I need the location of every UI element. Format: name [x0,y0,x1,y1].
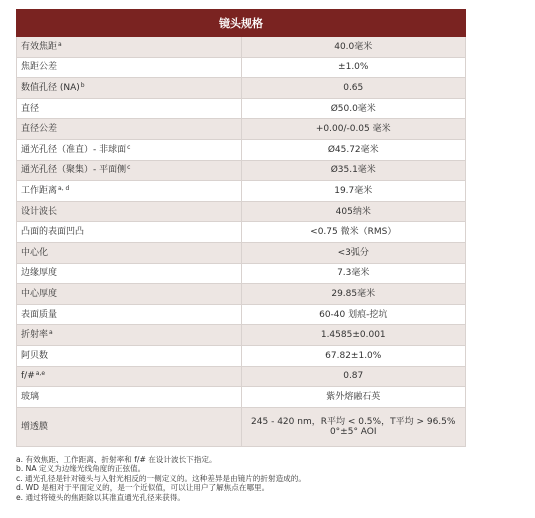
label-text: 设计波长 [21,206,58,217]
row-label [17,345,242,366]
label-text: 玻璃 [21,391,40,402]
lens-spec-table [16,9,466,447]
table-row [17,78,466,99]
label-text: 增透膜 [21,421,49,432]
label-text: 通光孔径（准直）- 非球面 [21,144,127,155]
label-text: 折射率 [21,330,49,341]
table-row [17,242,466,263]
label-text: 数值孔径 (NA) [21,82,80,93]
table-row [17,263,466,284]
row-value: 0.87 [241,366,466,387]
table-row [17,139,466,160]
row-label [17,304,242,325]
table-row [17,57,466,78]
row-value: 1.4585±0.001 [241,325,466,346]
table-row [17,98,466,119]
label-text: 凸面的表面凹凸 [21,227,85,238]
label-text: 直径 [21,103,40,114]
footnote-marker: a,e [35,370,46,378]
row-label [17,284,242,305]
table-row [17,160,466,181]
row-value: 0.65 [241,78,466,99]
footnote-marker: c [127,164,131,172]
table-row [17,222,466,243]
label-text: 中心厚度 [21,288,58,299]
row-value: <0.75 微米（RMS） [241,222,466,243]
table-row [17,37,466,58]
row-value: 40.0毫米 [241,37,466,58]
footnote-a: a. 有效焦距、工作距离、折射率和 f/# 在设计波长下指定。 [16,454,217,464]
row-label [17,139,242,160]
row-label [17,181,242,202]
footnote-c: c. 通光孔径是针对镜头与入射光相反的一侧定义的。这种差异是由镜片的折射造成的。 [16,473,306,483]
table-row [17,181,466,202]
coating-spec-line: 245 - 420 nm，R平均 < 0.5%，T平均 > 96.5% [251,416,456,427]
row-value [241,407,466,446]
row-label [17,222,242,243]
label-text: 有效焦距 [21,41,58,52]
label-text: 工作距离 [21,185,58,196]
row-label [17,325,242,346]
row-label [17,37,242,58]
row-label [17,57,242,78]
row-value: 29.85毫米 [241,284,466,305]
table-row [17,304,466,325]
row-value: +0.00/-0.05 毫米 [241,119,466,140]
row-value: <3弧分 [241,242,466,263]
row-label [17,78,242,99]
row-label [17,387,242,408]
label-text: 直径公差 [21,124,58,135]
footnote-marker: a [49,329,53,337]
footnote-e: e. 通过将镜头的焦距除以其准直通光孔径来获得。 [16,493,185,503]
table-title: 镜头规格 [17,10,466,37]
row-label [17,201,242,222]
label-text: 中心化 [21,247,49,258]
table-row [17,345,466,366]
row-value: 19.7毫米 [241,181,466,202]
row-label [17,242,242,263]
table-row [17,201,466,222]
row-label [17,160,242,181]
row-value: ±1.0% [241,57,466,78]
row-value: Ø35.1毫米 [241,160,466,181]
row-label [17,366,242,387]
footnote-d: d. WD 是相对于平面定义的，是一个近似值，可以让用户了解焦点在哪里。 [16,483,270,493]
row-label [17,119,242,140]
table-row [17,366,466,387]
footnote-marker: a [58,40,62,48]
table-row [17,119,466,140]
label-text: 通光孔径（聚集）- 平面侧 [21,165,127,176]
footnote-marker: a, d [58,184,70,192]
lens-spec-panel [16,9,466,503]
table-row [17,387,466,408]
row-value: 紫外熔融石英 [241,387,466,408]
footnote-b: b. NA 定义为边缘光线角度的正弦值。 [16,464,146,474]
label-text: 阿贝数 [21,350,49,361]
label-text: 焦距公差 [21,62,58,73]
row-value: 405纳米 [241,201,466,222]
row-value: 7.3毫米 [241,263,466,284]
row-value: Ø50.0毫米 [241,98,466,119]
table-row [17,284,466,305]
table-row [17,407,466,446]
table-row [17,325,466,346]
footnote-marker: b [80,81,85,89]
footnote-marker: c [127,143,131,151]
row-value: 60-40 划痕-挖坑 [241,304,466,325]
label-text: f/# [21,371,35,382]
footnotes [16,455,466,503]
row-label [17,407,242,446]
label-text: 边缘厚度 [21,268,58,279]
row-value: Ø45.72毫米 [241,139,466,160]
row-label [17,98,242,119]
coating-aoi-line: 0°±5° AOI [329,426,377,437]
label-text: 表面质量 [21,309,58,320]
row-value: 67.82±1.0% [241,345,466,366]
row-label [17,263,242,284]
